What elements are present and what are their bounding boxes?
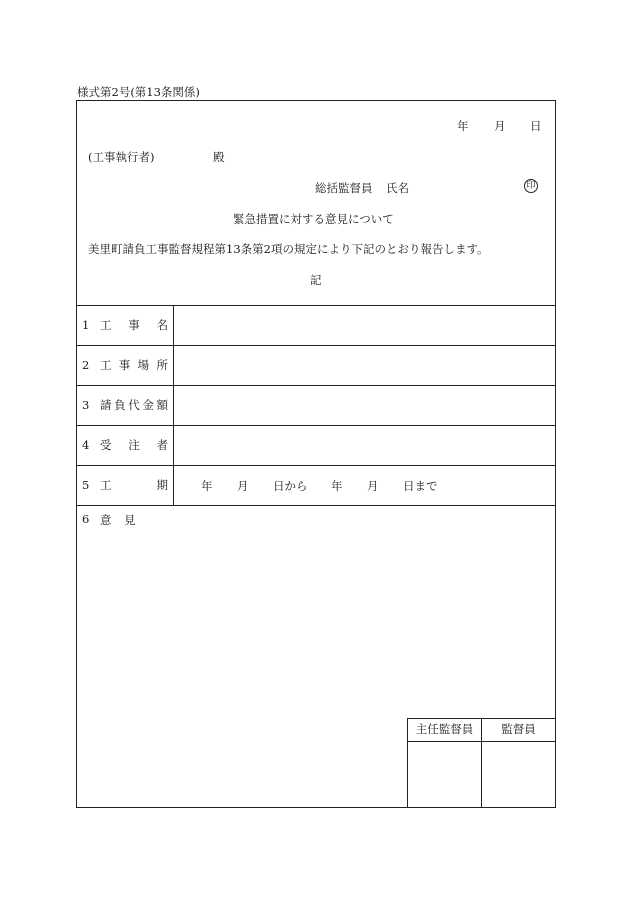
seal-mark: 印 [524, 179, 538, 193]
row-label-project-location: 工 事 場 所 [100, 358, 168, 372]
opinion-label-char: 見 [124, 513, 136, 527]
date-year: 年 [457, 119, 469, 133]
stamp-header-supervisor: 監督員 [501, 722, 536, 736]
addressee-executor: (工事執行者) [88, 150, 155, 164]
opinion-label-char: 意 [100, 513, 112, 527]
date-day: 日 [530, 119, 542, 133]
period-start-day: 日から [273, 479, 308, 493]
row-label-contractor: 受 注 者 [100, 438, 168, 452]
table-row [82, 386, 168, 424]
ki-marker: 記 [310, 273, 322, 287]
table-row [82, 426, 168, 464]
stamp-header-chief-supervisor: 主任監督員 [415, 722, 474, 736]
report-form [76, 100, 556, 808]
row-number: 2 [82, 358, 90, 372]
label-column-divider [173, 305, 174, 505]
stamp-boxes [407, 718, 555, 807]
row-label-project-name: 工 事 名 [100, 318, 168, 332]
period-start-month: 月 [237, 479, 249, 493]
supervisor-title: 総括監督員 [315, 181, 373, 195]
row-number: 1 [82, 318, 90, 332]
addressee-honorific: 殿 [213, 150, 225, 164]
opinion-number: 6 [82, 512, 90, 526]
row-number: 3 [82, 398, 90, 412]
row-number: 4 [82, 438, 90, 452]
row-label-construction-period: 工 期 [100, 478, 168, 492]
row-label-contract-amount: 請 負 代 金 額 [100, 398, 168, 412]
form-label: 様式第2号(第13条関係) [77, 85, 200, 99]
supervisor-name-label: 氏名 [386, 181, 409, 195]
date-month: 月 [494, 119, 506, 133]
body-text: 美里町請負工事監督規程第13条第2項の規定により下記のとおり報告します。 [88, 242, 489, 256]
subject-title: 緊急措置に対する意見について [233, 212, 394, 226]
row-number: 5 [82, 478, 90, 492]
table-row [82, 306, 168, 344]
period-start-year: 年 [201, 479, 213, 493]
row-divider [77, 505, 555, 506]
table-row [82, 466, 168, 504]
period-end-day: 日まで [403, 479, 438, 493]
table-row [82, 346, 168, 384]
period-end-year: 年 [331, 479, 343, 493]
period-end-month: 月 [367, 479, 379, 493]
